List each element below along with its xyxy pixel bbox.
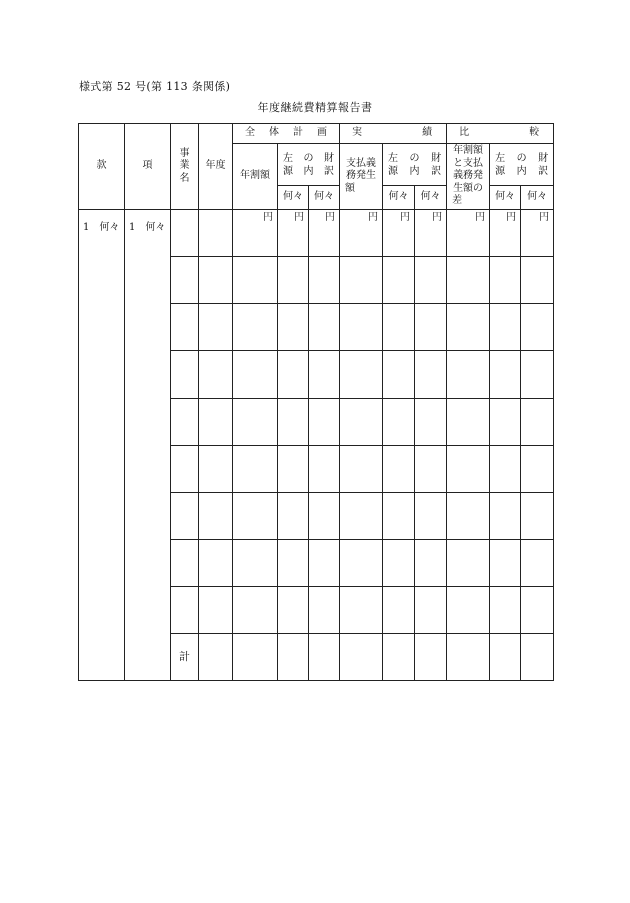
unit-label: 円 (415, 210, 447, 257)
unit-label: 円 (309, 210, 340, 257)
header-nen-wariagaku: 年割額 (233, 144, 278, 210)
settlement-report-table (78, 123, 554, 681)
kan-cell: 1 何々 (79, 210, 125, 681)
header-nendo: 年度 (199, 124, 233, 210)
kou-cell: 1 何々 (125, 210, 171, 681)
unit-label: 円 (233, 210, 278, 257)
header-zaigen-uchiwake-plan: 左 の 財 源 内 訳 (278, 144, 340, 186)
unit-label: 円 (490, 210, 521, 257)
total-label: 計 (171, 634, 199, 681)
header-nannan: 何々 (415, 186, 447, 210)
jigyo-cell (171, 210, 199, 257)
unit-label: 円 (521, 210, 554, 257)
header-nannan: 何々 (278, 186, 309, 210)
header-zaigen-uchiwake-compare: 左 の 財 源 内 訳 (490, 144, 554, 186)
header-nannan: 何々 (309, 186, 340, 210)
header-nannan: 何々 (490, 186, 521, 210)
header-kan: 款 (79, 124, 125, 210)
header-zentai-keikaku: 全 体 計 画 (233, 124, 340, 144)
document-title: 年度継続費精算報告書 (257, 101, 373, 114)
unit-label: 円 (447, 210, 490, 257)
header-kou: 項 (125, 124, 171, 210)
form-number: 様式第 52 号(第 113 条関係) (79, 80, 231, 93)
header-nannan: 何々 (521, 186, 554, 210)
header-hikaku: 比 較 (447, 124, 554, 144)
unit-label: 円 (278, 210, 309, 257)
unit-label: 円 (340, 210, 383, 257)
nendo-cell (199, 210, 233, 257)
header-sa: 年割額 と支払 義務発 生額の 差 (447, 144, 490, 210)
unit-label: 円 (383, 210, 415, 257)
header-jigyo-mei: 事 業 名 (171, 124, 199, 210)
header-nannan: 何々 (383, 186, 415, 210)
header-jisseki: 実 績 (340, 124, 447, 144)
header-zaigen-uchiwake-actual: 左 の 財 源 内 訳 (383, 144, 447, 186)
header-shiharai-gimu-hassei-gaku: 支払義 務発生 額 (340, 144, 383, 210)
